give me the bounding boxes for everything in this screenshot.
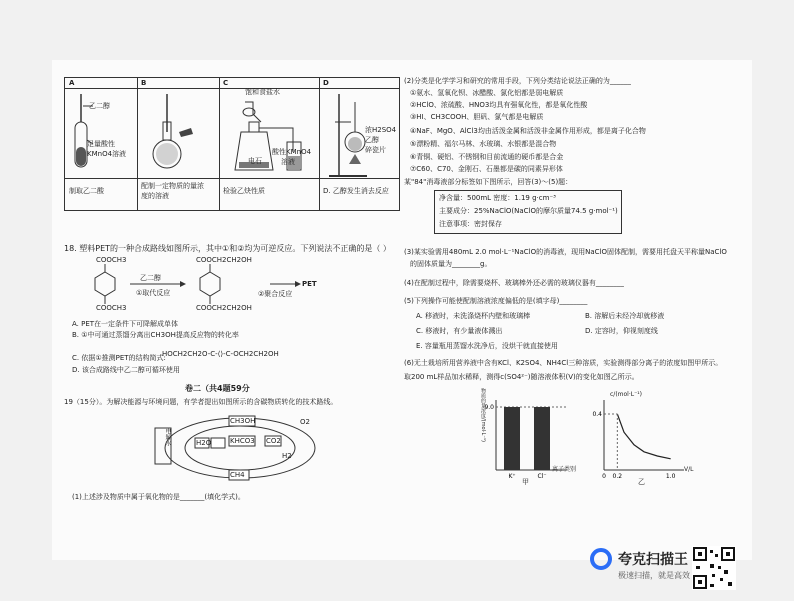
chart-jia-xlabel: 离子类别 xyxy=(552,466,577,473)
y-tick-label: 0.4 xyxy=(592,411,602,418)
q5-option-c: C. 移液时，有少量液体溅出 xyxy=(416,327,503,335)
qr-code xyxy=(692,546,736,590)
y-tick-label: 9.0 xyxy=(484,404,494,411)
reactant-bottom-group: COOCH3 xyxy=(96,304,127,312)
volumetric-flask-diagram xyxy=(149,92,209,172)
chart-jia-ylabel: 物质的量浓度/(mol·L⁻¹) xyxy=(480,388,486,442)
pet-label: PET xyxy=(302,280,317,288)
d-reagent-1: 浓H2SO4 xyxy=(365,126,397,134)
reactant-top-group: COOCH3 xyxy=(96,256,127,264)
concentration-curve xyxy=(617,414,670,459)
pet-synthesis-diagram xyxy=(80,258,330,324)
x-tick-label: 1.0 xyxy=(665,473,676,480)
q18-option-a: A. PET在一定条件下可降解成单体 xyxy=(72,320,179,328)
q6-text-2: 取200 mL样品加水稀释，测得c(SO4²⁻)随溶液体积(V)的变化如图乙所示。 xyxy=(404,373,639,381)
q18-option-d: D. 该合成路线中乙二醇可循环使用 xyxy=(72,366,180,374)
q19-text: 19（15分）。为解决能源与环境问题，有学者提出如图所示的含碳物质转化的技术路线。 xyxy=(64,398,338,406)
c-kmno4-2: 溶液 xyxy=(281,158,295,166)
step1-label: ①取代反应 xyxy=(136,289,171,297)
bar xyxy=(504,407,520,470)
d-reagent-2: 乙醇 xyxy=(365,136,379,144)
q5-option-d: D. 定容时，仰视刻度线 xyxy=(585,327,658,335)
label-component: 主要成分：25%NaClO(NaClO的摩尔质量74.5 g·mol⁻¹) xyxy=(439,207,618,215)
q4-text: (4)在配制过程中，除需要烧杯、玻璃棒外还必需的玻璃仪器有________ xyxy=(404,279,624,287)
x-tick-label: K⁺ xyxy=(508,473,516,480)
class-item-1: ①氨水、氢氧化钡、冰醋酸、氯化铝都是弱电解质 xyxy=(410,89,564,97)
q18-text: 18. 塑料PET的一种合成路线如图所示，其中①和②均为可逆反应。下列说法不正确的是（ ） xyxy=(64,244,391,253)
scanner-logo xyxy=(590,548,612,570)
col-label-a: A xyxy=(69,79,75,87)
q19-question-1: (1)上述涉及物质中属于氧化物的是_______(填化学式)。 xyxy=(72,493,245,501)
reagent-ethylene-glycol: 乙二醇 xyxy=(140,274,161,282)
acetylene-apparatus-diagram xyxy=(225,92,315,177)
q18-option-c: C. 依据①推测PET的结构简式: xyxy=(72,354,166,362)
node-kmno: KHCO3 xyxy=(230,437,255,445)
apparatus-table xyxy=(64,77,400,211)
a-reagent: 乙二醇 xyxy=(89,102,110,110)
class-item-6: ⑥青铜、硬铝、不锈钢和目前流通的硬币都是合金 xyxy=(410,153,564,161)
class-item-3: ③HI、CH3COOH、胆矾、氯气都是电解质 xyxy=(410,113,544,121)
section-2-heading: 卷二（共4题59分 xyxy=(185,384,250,393)
q5-option-e: E. 容量瓶用蒸馏水洗净后，没烘干就直接使用 xyxy=(416,342,558,350)
x-tick-label: 0 xyxy=(602,473,606,480)
chart-jia-caption: 甲 xyxy=(522,478,529,486)
chart-yi-xlabel: V/L xyxy=(684,466,694,473)
x-tick-label: Cl⁻ xyxy=(537,473,547,480)
product-bottom-group: COOCH2CH2OH xyxy=(196,304,252,312)
node-electrolysis: 电解水 xyxy=(164,428,171,446)
pet-formula: HOCH2CH2O-C-⟨⟩-C-OCH2CH2OH xyxy=(162,350,279,358)
a-solution-2: KMnO4溶液 xyxy=(87,150,127,158)
node-h2o: H2O xyxy=(196,439,212,447)
chart-yi-caption: 乙 xyxy=(638,478,645,486)
row-a-text: 制取乙二酸 xyxy=(69,187,104,195)
row-b-text-2: 度的溶液 xyxy=(141,192,169,200)
chart-yi-ylabel: c/(mol·L⁻¹) xyxy=(610,391,643,398)
brand-name: 夸克扫描王 xyxy=(618,551,688,567)
bar xyxy=(534,407,550,470)
c-kmno4-1: 酸性KMnO4 xyxy=(272,148,312,156)
q84-intro: 某"84"消毒液部分标签如下图所示，回答(3)～(5)题： xyxy=(404,178,573,186)
class-item-2: ②HClO、浓硫酸、HNO3均具有强氧化性，都是氧化性酸 xyxy=(410,101,588,109)
a-solution-1: 足量酸性 xyxy=(87,140,115,148)
col-label-d: D xyxy=(323,79,329,87)
node-co2: CO2 xyxy=(266,437,281,445)
node-o2: O2 xyxy=(300,418,310,426)
q3-text: (3)某实验需用480mL 2.0 mol·L⁻¹NaClO的消毒液，现用NaClO固体配制，需要用托盘天平称量NaClO xyxy=(404,248,727,256)
q5-option-b: B. 溶解后未经冷却就移液 xyxy=(585,312,665,320)
q2-intro: (2)分类是化学学习和研究的常用手段，下列分类结论说法正确的为______ xyxy=(404,77,631,85)
brand-slogan: 极速扫描，就是高效 xyxy=(618,571,690,580)
class-item-4: ④NaF、MgO、AlCl3均由活泼金属和活泼非金属作用形成，都是离子化合物 xyxy=(410,127,646,135)
class-item-7: ⑦C60、C70、金刚石、石墨都是碳的同素异形体 xyxy=(410,165,563,173)
node-ch4: CH4 xyxy=(230,471,245,479)
d-reagent-3: 碎瓷片 xyxy=(365,146,386,154)
q5-option-a: A. 移液时，未洗涤烧杯内壁和玻璃棒 xyxy=(416,312,531,320)
node-h2: H2 xyxy=(282,452,292,460)
product-top-group: COOCH2CH2OH xyxy=(196,256,252,264)
disinfectant-label-box xyxy=(434,190,622,234)
label-note: 注意事项：密封保存 xyxy=(439,220,502,228)
c-stone: 电石 xyxy=(248,157,262,165)
q3-text-2: 的固体质量为________g。 xyxy=(410,260,492,268)
class-item-5: ⑤漂粉精、福尔马林、水玻璃、水银都是混合物 xyxy=(410,140,557,148)
row-b-text-1: 配制一定物质的量浓 xyxy=(141,182,204,190)
col-label-b: B xyxy=(141,79,147,87)
col-label-c: C xyxy=(223,79,229,87)
label-volume: 净含量：500mL 密度：1.19 g·cm⁻³ xyxy=(439,194,556,202)
q5-text: (5)下列操作可能使配制溶液浓度偏低的是(填字母)________ xyxy=(404,297,588,305)
q18-option-b: B. ①中可通过蒸馏分离出CH3OH提高反应物的转化率 xyxy=(72,331,239,339)
x-tick-label: 0.2 xyxy=(612,473,623,480)
step2-label: ②聚合反应 xyxy=(258,290,293,298)
row-d-text: D. 乙醇发生消去反应 xyxy=(323,187,389,195)
node-ch3oh: CH3OH xyxy=(230,417,256,425)
q6-text: (6)无土栽培所用营养液中含有KCl、K2SO4、NH4Cl三种溶质，实验测得部分离子的浓度如图甲所示。 xyxy=(404,359,723,367)
row-c-text: 检验乙炔性质 xyxy=(223,187,265,195)
c-top: 饱和食盐水 xyxy=(245,88,280,96)
